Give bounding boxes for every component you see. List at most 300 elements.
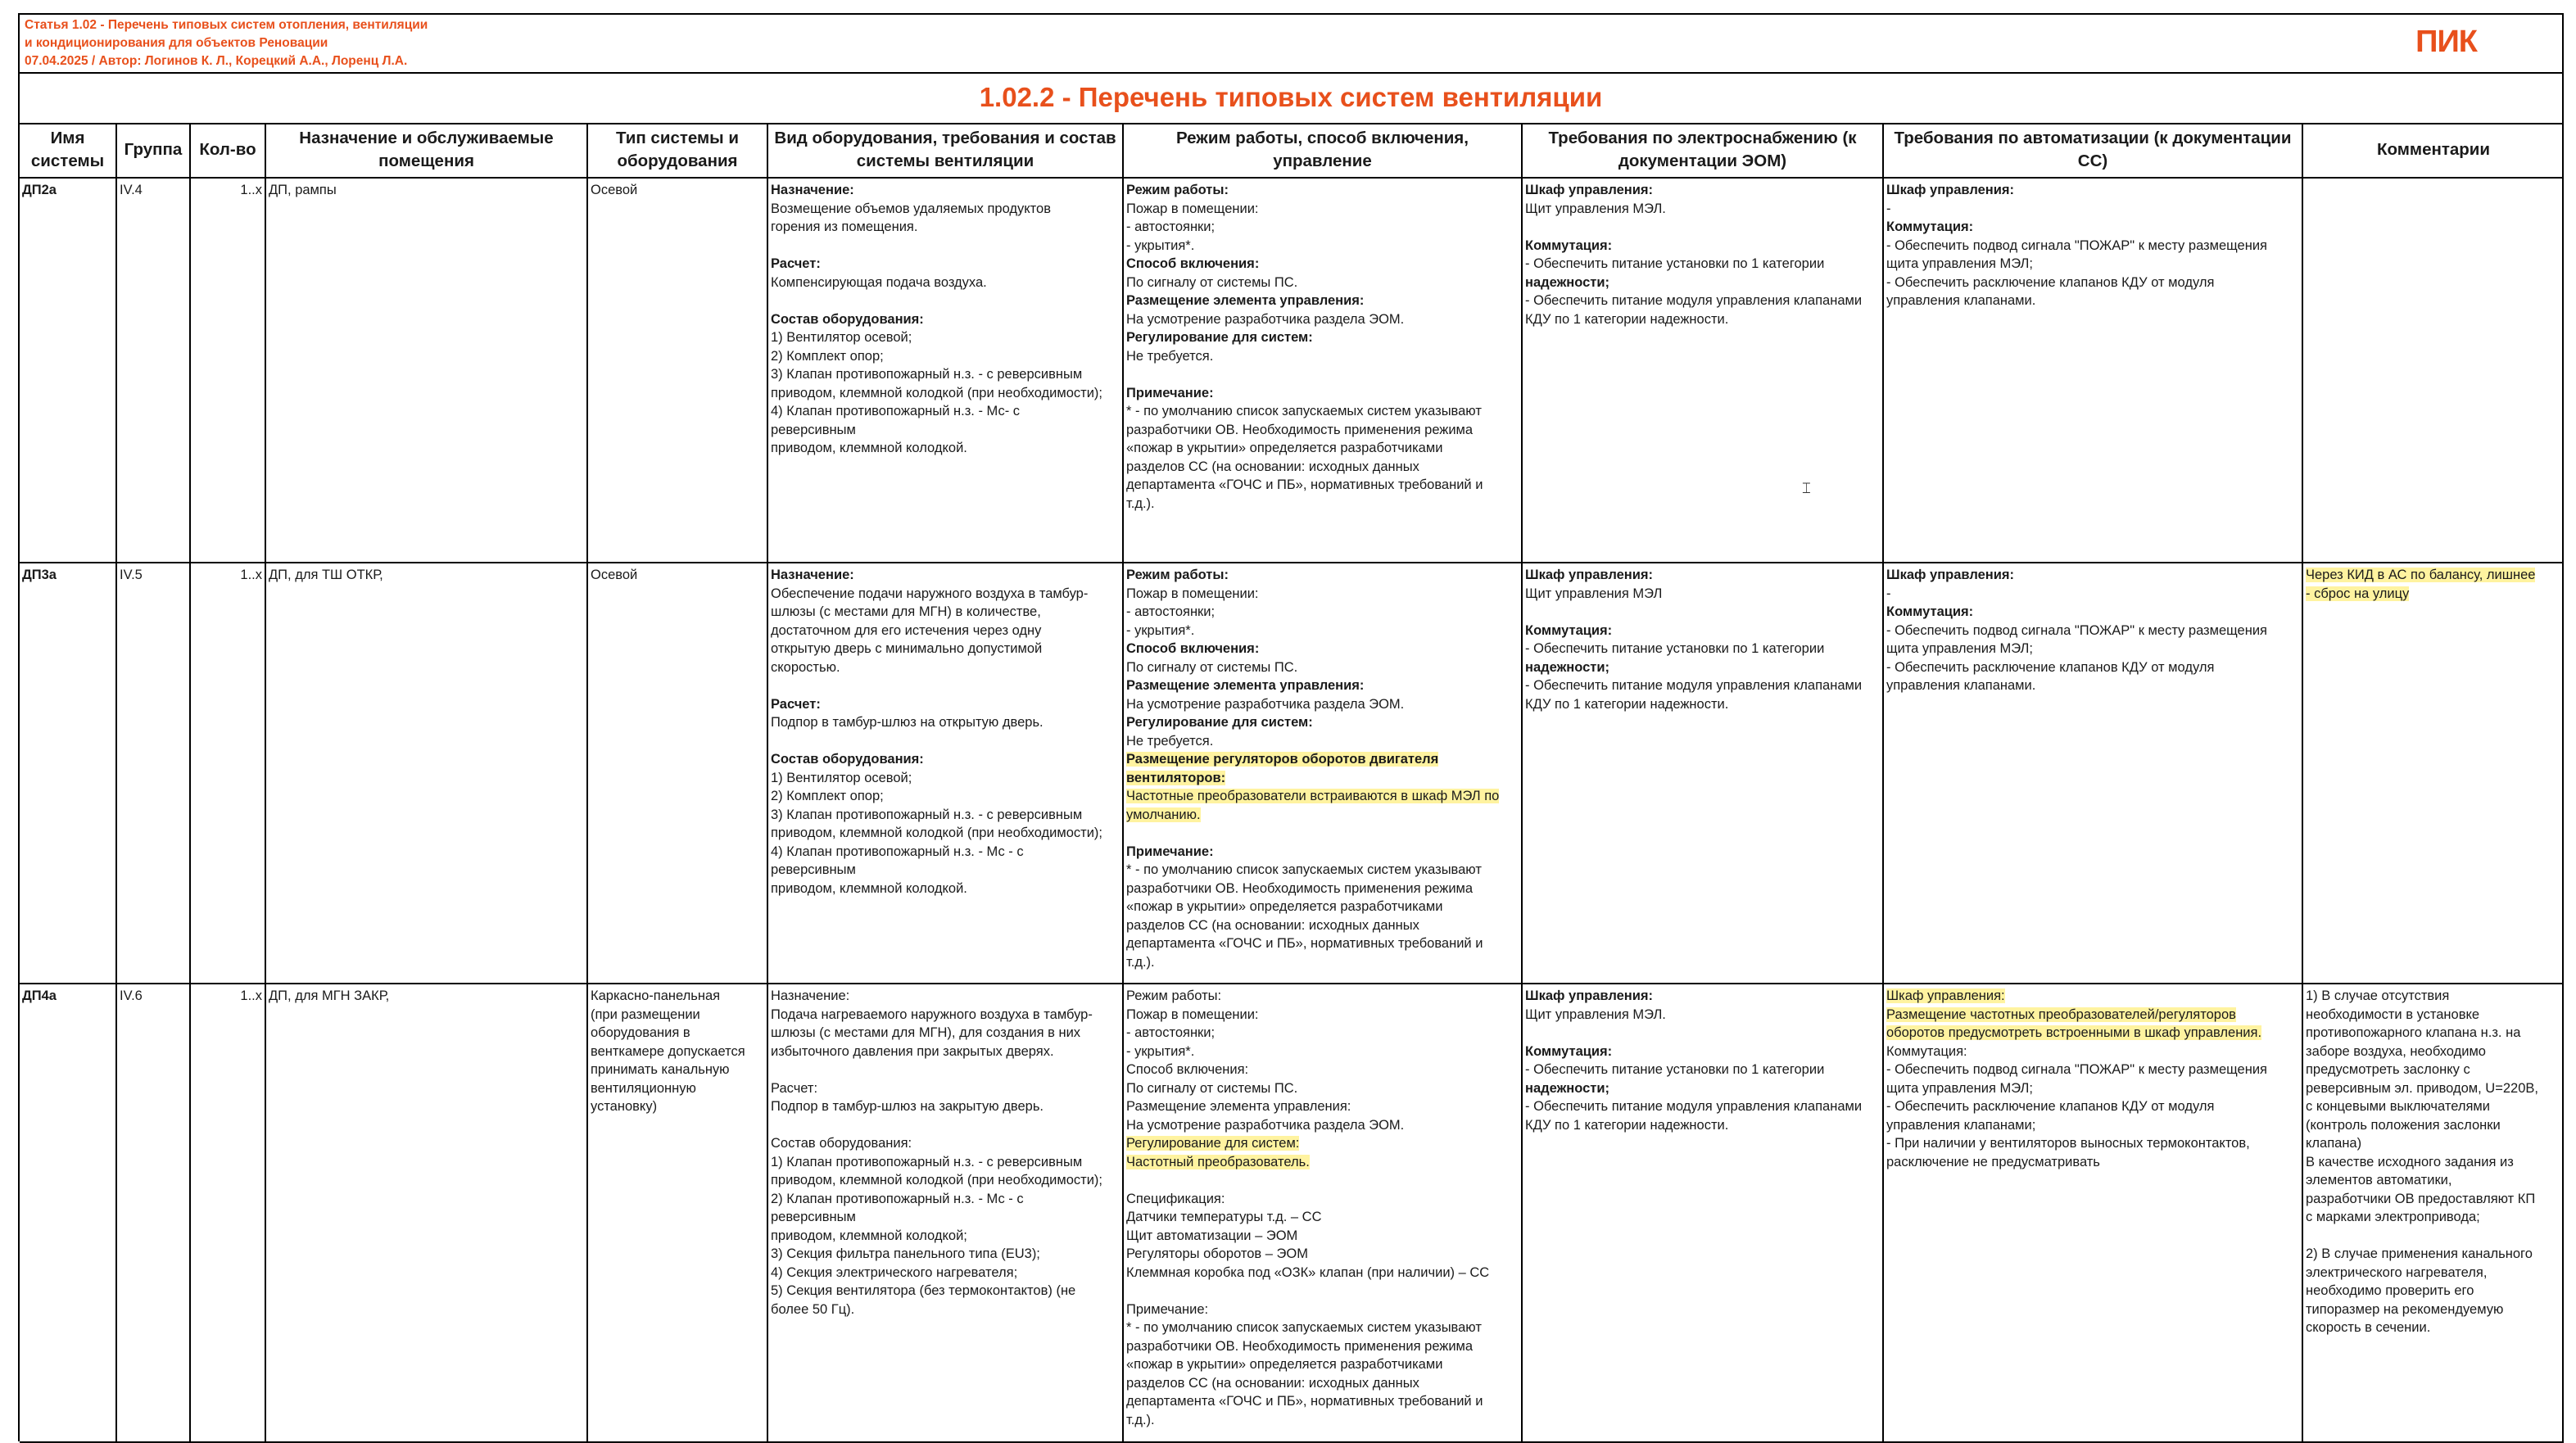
automation-cell-line	[1886, 658, 2299, 677]
line-text: департамента «ГОЧС и ПБ», нормативных требований и	[1126, 936, 1483, 951]
operation-mode-cell-line	[1126, 1190, 1519, 1209]
line-text: Клеммная коробка под «ОЗК» клапан (при наличии) – СС	[1126, 1264, 1490, 1280]
power-supply-cell-line	[1525, 1079, 1880, 1098]
operation-mode-cell-line	[1126, 402, 1519, 421]
line-text: - автостоянки;	[1126, 604, 1216, 619]
automation-cell-line	[1886, 292, 2299, 310]
operation-mode-cell-line	[1126, 328, 1519, 347]
operation-mode-cell-line	[1126, 1319, 1519, 1337]
line-text: управления клапанами.	[1886, 678, 2036, 693]
line-text: 2) Комплект опор;	[771, 789, 884, 803]
title-row	[20, 72, 2562, 124]
line-text: Режим работы:	[1126, 568, 1229, 582]
operation-mode-cell-line	[1126, 1245, 1519, 1264]
line-text: Через КИД в АС по балансу, лишнее	[2306, 568, 2536, 582]
equipment-cell-line	[771, 1134, 1120, 1153]
operation-mode-cell-line	[1126, 953, 1519, 972]
line-text: 2) В случае применения канального	[2306, 1246, 2533, 1261]
line-text: реверсивным	[771, 1210, 856, 1224]
automation-cell-line	[1886, 181, 2299, 200]
blank-line	[1525, 218, 1880, 237]
operation-mode-cell-line	[1126, 384, 1519, 403]
line-text: - Обеспечить питание модуля управления клапанами	[1525, 293, 1863, 308]
line-text: управления клапанами.	[1886, 293, 2036, 308]
line-text: * - по умолчанию список запускаемых систем указывают	[1126, 404, 1482, 418]
automation-cell	[1883, 984, 2302, 1442]
col-header-group: Группа	[116, 123, 190, 178]
system-name-cell: ДП4а	[20, 984, 116, 1442]
line-text: департамента «ГОЧС и ПБ», нормативных требований и	[1126, 477, 1483, 492]
operation-mode-cell	[1123, 563, 1522, 984]
equipment-cell-line	[771, 880, 1120, 898]
operation-mode-cell-line	[1126, 347, 1519, 366]
power-supply-cell-line	[1525, 622, 1880, 640]
operation-mode-cell-line	[1126, 566, 1519, 585]
line-text: Шкаф управления:	[1886, 568, 2015, 582]
line-text: вентиляционную	[591, 1080, 696, 1096]
system-type-cell-line	[591, 181, 764, 200]
line-text: - Обеспечить питание установки по 1 категории	[1525, 1062, 1825, 1077]
blank-line	[1126, 824, 1519, 843]
line-text: шлюзы (с местами для МГН) в количестве,	[771, 604, 1041, 619]
line-text: В качестве исходного задания из	[2306, 1154, 2514, 1169]
equipment-cell-line	[771, 347, 1120, 366]
header-info-line-3: 07.04.2025 / Автор: Логинов К. Л., Корецкий А.А., Лоренц Л.А.	[25, 54, 408, 68]
line-text: разработчики ОВ. Необходимость применения режима	[1126, 880, 1474, 896]
equipment-cell-line	[771, 787, 1120, 806]
document-header	[20, 15, 2562, 74]
equipment-cell-line	[771, 603, 1120, 622]
system-type-cell-line	[591, 1097, 764, 1116]
power-supply-cell-line	[1525, 1043, 1880, 1061]
blank-line	[771, 732, 1120, 751]
comments-cell-line	[2306, 1282, 2561, 1301]
line-text: 1) Клапан противопожарный н.з. - с реверсивным	[771, 1154, 1083, 1169]
operation-mode-cell-line	[1126, 1097, 1519, 1116]
blank-line	[1126, 1171, 1519, 1190]
line-text: Назначение:	[771, 988, 850, 1003]
equipment-cell	[767, 984, 1123, 1442]
comments-cell	[2302, 984, 2564, 1442]
operation-mode-cell-line	[1126, 861, 1519, 880]
line-text: необходимости в установке	[2306, 1006, 2480, 1022]
comments-cell-line	[2306, 1134, 2561, 1153]
operation-mode-cell-line	[1126, 843, 1519, 862]
line-text: элементов автоматики,	[2306, 1173, 2452, 1187]
line-text: 3) Секция фильтра панельного типа (EU3);	[771, 1246, 1040, 1261]
operation-mode-cell-line	[1126, 1301, 1519, 1319]
equipment-cell-line	[771, 200, 1120, 219]
line-text: более 50 Гц).	[771, 1301, 855, 1317]
line-text: Шкаф управления:	[1886, 183, 2015, 197]
equipment-cell-line	[771, 1264, 1120, 1282]
line-text: приводом, клеммной колодкой.	[771, 441, 967, 455]
header-info-line-1: Статья 1.02 - Перечень типовых систем отопления, вентиляции	[25, 18, 428, 32]
operation-mode-cell-line	[1126, 458, 1519, 477]
line-text: - Обеспечить питание установки по 1 категории	[1525, 256, 1825, 271]
automation-cell-line	[1886, 676, 2299, 695]
automation-cell-line	[1886, 1024, 2299, 1043]
blank-line	[1126, 365, 1519, 384]
line-text: На усмотрение разработчика раздела ЭОМ.	[1126, 1117, 1405, 1133]
operation-mode-cell	[1123, 984, 1522, 1442]
equipment-cell-line	[771, 750, 1120, 769]
line-text: Коммутация:	[1886, 604, 1974, 619]
table-row	[20, 178, 2564, 563]
line-text: с марками электропривода;	[2306, 1210, 2480, 1224]
comments-cell-line	[2306, 1319, 2561, 1337]
line-text: Частотные преобразователи встраиваются в шкаф МЭЛ по	[1126, 789, 1500, 803]
operation-mode-cell-line	[1126, 200, 1519, 219]
line-text: Размещение элемента управления:	[1126, 678, 1365, 693]
equipment-cell-line	[771, 640, 1120, 658]
equipment-cell-line	[771, 1043, 1120, 1061]
line-text: * - по умолчанию список запускаемых систем указывают	[1126, 862, 1482, 877]
line-text: Размещение элемента управления:	[1126, 1099, 1351, 1114]
blank-line	[2306, 1227, 2561, 1246]
comments-cell-line	[2306, 1301, 2561, 1319]
power-supply-cell-line	[1525, 640, 1880, 658]
line-text: горения из помещения.	[771, 219, 918, 234]
line-text: -	[1886, 201, 1891, 216]
comments-cell-line	[2306, 1153, 2561, 1172]
line-text: Возмещение объемов удаляемых продуктов	[771, 201, 1051, 216]
line-text: противопожарного клапана н.з. на	[2306, 1025, 2521, 1040]
automation-cell-line	[1886, 1134, 2299, 1153]
group-cell: IV.4	[116, 178, 190, 563]
system-type-cell-line	[591, 1061, 764, 1079]
line-text: Состав оборудования:	[771, 752, 924, 767]
line-text: -	[1886, 586, 1891, 601]
line-text: - При наличии у вентиляторов выносных термоконтактов,	[1886, 1136, 2250, 1151]
line-text: Датчики температуры т.д. – СС	[1126, 1210, 1322, 1224]
system-type-cell	[587, 178, 767, 563]
line-text: типоразмер на рекомендуемую	[2306, 1301, 2504, 1317]
operation-mode-cell-line	[1126, 292, 1519, 310]
operation-mode-cell-line	[1126, 1355, 1519, 1374]
operation-mode-cell-line	[1126, 1079, 1519, 1098]
line-text: Регуляторы оборотов – ЭОМ	[1126, 1246, 1308, 1261]
line-text: т.д.).	[1126, 495, 1155, 511]
operation-mode-cell-line	[1126, 1392, 1519, 1411]
line-text: Регулирование для систем:	[1126, 330, 1313, 345]
line-text: скоростью.	[771, 659, 840, 675]
automation-cell-line	[1886, 1079, 2299, 1098]
line-text: венткамере допускается	[591, 1043, 745, 1059]
operation-mode-cell-line	[1126, 421, 1519, 440]
power-supply-cell-line	[1525, 181, 1880, 200]
operation-mode-cell-line	[1126, 695, 1519, 714]
line-text: - автостоянки;	[1126, 1025, 1216, 1040]
line-text: реверсивным	[771, 422, 856, 437]
automation-cell-line	[1886, 987, 2299, 1006]
power-supply-cell	[1522, 984, 1883, 1442]
power-supply-cell-line	[1525, 1061, 1880, 1079]
line-text: Режим работы:	[1126, 183, 1229, 197]
blank-line	[771, 676, 1120, 695]
equipment-cell-line	[771, 566, 1120, 585]
equipment-cell-line	[771, 1282, 1120, 1301]
line-text: (при размещении	[591, 1006, 700, 1022]
power-supply-cell-line	[1525, 310, 1880, 329]
operation-mode-cell-line	[1126, 1134, 1519, 1153]
system-type-cell	[587, 984, 767, 1442]
line-text: разработчики ОВ. Необходимость применения режима	[1126, 422, 1474, 437]
automation-cell-line	[1886, 1043, 2299, 1061]
line-text: Шкаф управления:	[1525, 568, 1654, 582]
line-text: Осевой	[591, 568, 638, 582]
line-text: надежности;	[1525, 1080, 1609, 1096]
comments-cell-line	[2306, 1024, 2561, 1043]
equipment-cell-line	[771, 365, 1120, 384]
col-header-purpose: Назначение и обслуживаемые помещения	[265, 123, 587, 178]
automation-cell-line	[1886, 566, 2299, 585]
line-text: Способ включения:	[1126, 256, 1260, 271]
operation-mode-cell-line	[1126, 713, 1519, 732]
automation-cell-line	[1886, 603, 2299, 622]
line-text: Каркасно-панельная	[591, 988, 721, 1003]
header-info	[25, 16, 428, 70]
operation-mode-cell-line	[1126, 1153, 1519, 1172]
automation-cell-line	[1886, 622, 2299, 640]
operation-mode-cell-line	[1126, 1411, 1519, 1430]
line-text: - автостоянки;	[1126, 219, 1216, 234]
equipment-cell-line	[771, 1190, 1120, 1209]
operation-mode-cell-line	[1126, 987, 1519, 1006]
line-text: По сигналу от системы ПС.	[1126, 274, 1298, 290]
comments-cell-line	[2306, 987, 2561, 1006]
system-type-cell-line	[591, 987, 764, 1006]
operation-mode-cell-line	[1126, 439, 1519, 458]
line-text: Размещение регуляторов оборотов двигателя	[1126, 752, 1439, 767]
line-text: Осевой	[591, 183, 638, 197]
equipment-cell-line	[771, 769, 1120, 788]
line-text: приводом, клеммной колодкой.	[771, 880, 967, 896]
line-text: Коммутация:	[1886, 219, 1974, 234]
blank-line	[771, 237, 1120, 256]
line-text: Размещение частотных преобразователей/регуляторов	[1886, 1006, 2236, 1022]
purpose-cell: ДП, рампы	[265, 178, 587, 563]
equipment-cell-line	[771, 806, 1120, 825]
system-type-cell-line	[591, 1079, 764, 1098]
comments-cell-line	[2306, 1245, 2561, 1264]
operation-mode-cell-line	[1126, 640, 1519, 658]
line-text: предусмотреть заслонку с	[2306, 1062, 2470, 1077]
line-text: - Обеспечить подвод сигнала "ПОЖАР" к месту размещения	[1886, 1062, 2267, 1077]
line-text: Размещение элемента управления:	[1126, 293, 1365, 308]
line-text: приводом, клеммной колодкой (при необходимости);	[771, 385, 1102, 400]
line-text: Примечание:	[1126, 844, 1214, 859]
text-cursor-icon: ⌶	[1802, 480, 1811, 496]
line-text: КДУ по 1 категории надежности.	[1525, 1117, 1729, 1133]
operation-mode-cell-line	[1126, 1116, 1519, 1135]
line-text: Подача нагреваемого наружного воздуха в тамбур-	[771, 1006, 1093, 1022]
purpose-cell: ДП, для МГН ЗАКР,	[265, 984, 587, 1442]
power-supply-cell-line	[1525, 585, 1880, 604]
line-text: открытую дверь с минимально допустимой	[771, 641, 1043, 656]
line-text: клапана)	[2306, 1136, 2362, 1151]
line-text: Щит управления МЭЛ	[1525, 586, 1663, 601]
col-header-power: Требования по электроснабжению (к документации ЭОМ)	[1522, 123, 1883, 178]
line-text: Обеспечение подачи наружного воздуха в тамбур-	[771, 586, 1089, 601]
comments-cell-line	[2306, 1171, 2561, 1190]
automation-cell	[1883, 563, 2302, 984]
operation-mode-cell-line	[1126, 1208, 1519, 1227]
col-header-name: Имя системы	[20, 123, 116, 178]
line-text: - Обеспечить питание модуля управления клапанами	[1525, 1099, 1863, 1114]
operation-mode-cell-line	[1126, 1061, 1519, 1079]
operation-mode-cell-line	[1126, 1374, 1519, 1393]
page-title: 1.02.2 - Перечень типовых систем вентиляции	[979, 82, 1603, 112]
line-text: - укрытия*.	[1126, 1043, 1195, 1059]
operation-mode-cell-line	[1126, 934, 1519, 953]
blank-line	[1126, 1282, 1519, 1301]
power-supply-cell-line	[1525, 292, 1880, 310]
comments-cell-line	[2306, 566, 2561, 585]
automation-cell-line	[1886, 1116, 2299, 1135]
system-name-cell: ДП2а	[20, 178, 116, 563]
operation-mode-cell-line	[1126, 476, 1519, 495]
power-supply-cell-line	[1525, 1116, 1880, 1135]
line-text: с концевыми выключателями	[2306, 1099, 2490, 1114]
power-supply-cell-line	[1525, 566, 1880, 585]
blank-line	[1525, 603, 1880, 622]
equipment-cell-line	[771, 328, 1120, 347]
operation-mode-cell-line	[1126, 898, 1519, 916]
line-text: - Обеспечить питание модуля управления клапанами	[1525, 678, 1863, 693]
line-text: (контроль положения заслонки	[2306, 1117, 2501, 1133]
line-text: Подпор в тамбур-шлюз на закрытую дверь.	[771, 1099, 1044, 1114]
group-cell: IV.5	[116, 563, 190, 984]
table-row	[20, 984, 2564, 1442]
line-text: разделов СС (на основании: исходных данных	[1126, 459, 1419, 474]
line-text: 1) Вентилятор осевой;	[771, 330, 912, 345]
table-header-row	[20, 123, 2564, 178]
operation-mode-cell-line	[1126, 769, 1519, 788]
line-text: Пожар в помещении:	[1126, 586, 1259, 601]
automation-cell-line	[1886, 640, 2299, 658]
equipment-cell-line	[771, 1153, 1120, 1172]
operation-mode-cell-line	[1126, 1006, 1519, 1025]
blank-line	[771, 1061, 1120, 1079]
line-text: умолчанию.	[1126, 807, 1201, 822]
power-supply-cell-line	[1525, 274, 1880, 292]
header-info-line-2: и кондиционирования для объектов Реновации	[25, 36, 328, 50]
blank-line	[771, 1116, 1120, 1135]
line-text: оборудования в	[591, 1025, 690, 1040]
quantity-cell: 1..x	[190, 178, 265, 563]
line-text: По сигналу от системы ПС.	[1126, 659, 1298, 675]
operation-mode-cell-line	[1126, 1043, 1519, 1061]
equipment-cell-line	[771, 218, 1120, 237]
operation-mode-cell-line	[1126, 218, 1519, 237]
operation-mode-cell-line	[1126, 658, 1519, 677]
line-text: - Обеспечить расключение клапанов КДУ от модуля	[1886, 274, 2215, 290]
power-supply-cell-line	[1525, 200, 1880, 219]
line-text: 1) Вентилятор осевой;	[771, 770, 912, 785]
comments-cell-line	[2306, 1264, 2561, 1282]
line-text: Спецификация:	[1126, 1191, 1225, 1206]
comments-cell-line	[2306, 1097, 2561, 1116]
line-text: - Обеспечить расключение клапанов КДУ от модуля	[1886, 659, 2215, 675]
equipment-cell-line	[771, 181, 1120, 200]
col-header-equipment: Вид оборудования, требования и состав системы вентиляции	[767, 123, 1123, 178]
automation-cell-line	[1886, 200, 2299, 219]
power-supply-cell-line	[1525, 237, 1880, 256]
line-text: разработчики ОВ. Необходимость применения режима	[1126, 1338, 1474, 1354]
table-body	[20, 178, 2564, 1442]
power-supply-cell	[1522, 563, 1883, 984]
equipment-cell-line	[771, 255, 1120, 274]
equipment-cell-line	[771, 384, 1120, 403]
equipment-cell-line	[771, 274, 1120, 292]
power-supply-cell-line	[1525, 255, 1880, 274]
operation-mode-cell-line	[1126, 916, 1519, 935]
line-text: Состав оборудования:	[771, 1136, 912, 1151]
equipment-cell-line	[771, 402, 1120, 421]
equipment-cell-line	[771, 439, 1120, 458]
line-text: Не требуется.	[1126, 733, 1214, 749]
operation-mode-cell-line	[1126, 622, 1519, 640]
line-text: На усмотрение разработчика раздела ЭОМ.	[1126, 696, 1405, 712]
table-row	[20, 563, 2564, 984]
line-text: Регулирование для систем:	[1126, 1136, 1300, 1151]
line-text: приводом, клеммной колодкой (при необходимости);	[771, 826, 1102, 840]
equipment-cell-line	[771, 1208, 1120, 1227]
line-text: Коммутация:	[1525, 237, 1613, 253]
automation-cell-line	[1886, 218, 2299, 237]
line-text: оборотов предусмотреть встроенными в шкаф управления.	[1886, 1025, 2262, 1040]
line-text: разработчики ОВ предоставляют КП	[2306, 1191, 2536, 1206]
automation-cell-line	[1886, 1153, 2299, 1172]
line-text: Щит управления МЭЛ.	[1525, 201, 1666, 216]
line-text: Режим работы:	[1126, 988, 1222, 1003]
line-text: 4) Клапан противопожарный н.з. - Мс- с	[771, 404, 1021, 418]
line-text: т.д.).	[1126, 1412, 1155, 1427]
power-supply-cell-line	[1525, 987, 1880, 1006]
col-header-qty: Кол-во	[190, 123, 265, 178]
equipment-cell	[767, 178, 1123, 563]
line-text: разделов СС (на основании: исходных данных	[1126, 1375, 1419, 1391]
equipment-cell-line	[771, 1245, 1120, 1264]
line-text: Способ включения:	[1126, 1062, 1249, 1077]
line-text: Коммутация:	[1525, 622, 1613, 638]
automation-cell-line	[1886, 1006, 2299, 1025]
equipment-cell-line	[771, 987, 1120, 1006]
operation-mode-cell-line	[1126, 1337, 1519, 1356]
line-text: заборе воздуха, необходимо	[2306, 1043, 2486, 1059]
line-text: департамента «ГОЧС и ПБ», нормативных требований и	[1126, 1394, 1483, 1409]
line-text: Шкаф управления:	[1525, 183, 1654, 197]
equipment-cell-line	[771, 1006, 1120, 1025]
comments-cell-line	[2306, 1006, 2561, 1025]
automation-cell-line	[1886, 1097, 2299, 1116]
comments-cell-line	[2306, 1190, 2561, 1209]
line-text: приводом, клеммной колодкой;	[771, 1228, 967, 1243]
operation-mode-cell-line	[1126, 1227, 1519, 1246]
comments-cell-line	[2306, 1079, 2561, 1098]
system-type-cell-line	[591, 566, 764, 585]
col-header-mode: Режим работы, способ включения, управление	[1123, 123, 1522, 178]
line-text: скорость в сечении.	[2306, 1320, 2431, 1335]
line-text: Регулирование для систем:	[1126, 715, 1313, 730]
line-text: КДУ по 1 категории надежности.	[1525, 311, 1729, 327]
operation-mode-cell-line	[1126, 1024, 1519, 1043]
operation-mode-cell-line	[1126, 750, 1519, 769]
line-text: «пожар в укрытии» определяется разработчиками	[1126, 899, 1443, 914]
operation-mode-cell	[1123, 178, 1522, 563]
line-text: разделов СС (на основании: исходных данных	[1126, 917, 1419, 933]
